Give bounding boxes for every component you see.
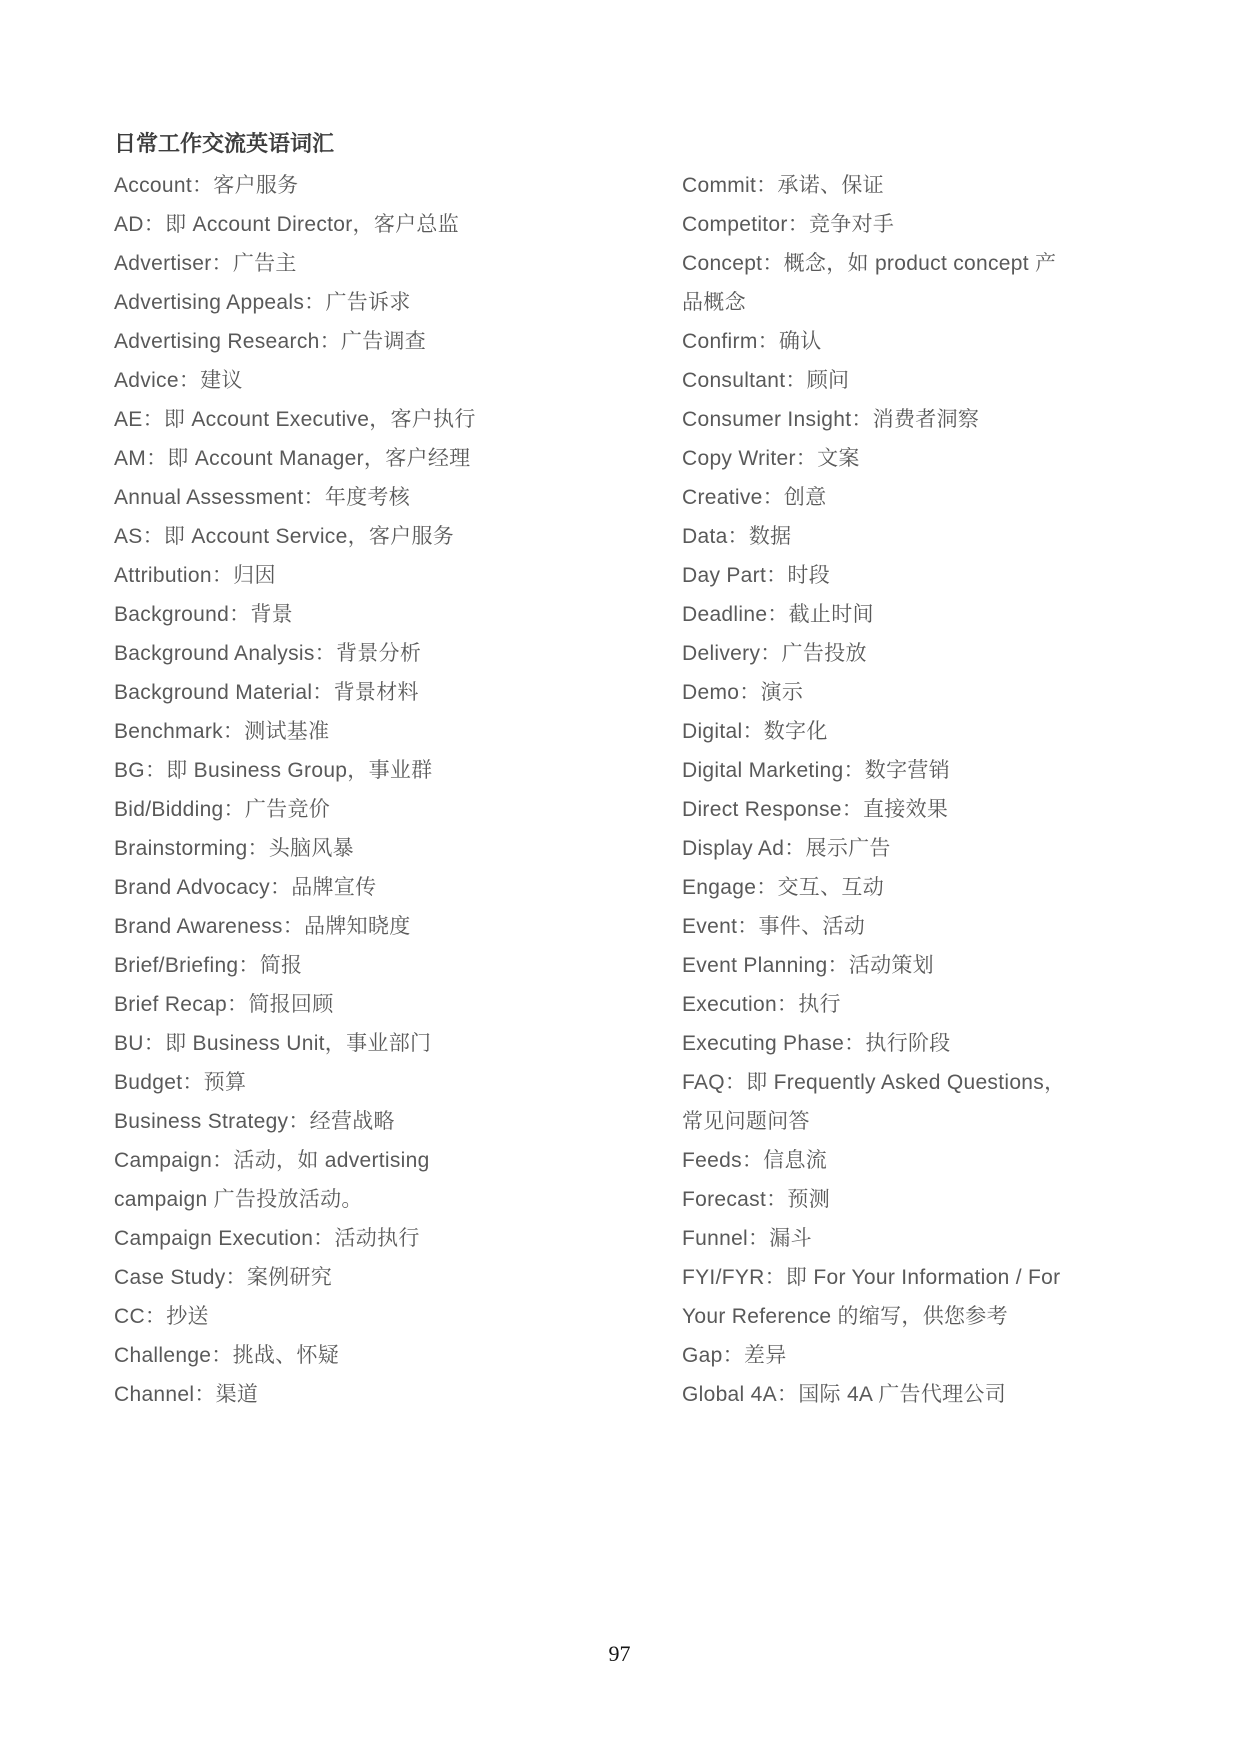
glossary-line: Display Ad：展示广告 bbox=[682, 837, 891, 860]
glossary-line: 常见问题问答 bbox=[682, 1110, 810, 1133]
glossary-line: Advertising Research：广告调查 bbox=[114, 330, 427, 353]
glossary-line: Bid/Bidding：广告竞价 bbox=[114, 798, 331, 821]
glossary-line: Brief/Briefing：简报 bbox=[114, 954, 303, 977]
glossary-line: Event：事件、活动 bbox=[682, 915, 865, 938]
page-content bbox=[114, 124, 1144, 1414]
glossary-line: Case Study：案例研究 bbox=[114, 1266, 333, 1289]
glossary-line: Business Strategy：经营战略 bbox=[114, 1110, 395, 1133]
glossary-line: Brief Recap：简报回顾 bbox=[114, 993, 334, 1016]
glossary-line: Budget：预算 bbox=[114, 1071, 247, 1094]
glossary-line: Demo：演示 bbox=[682, 681, 804, 704]
glossary-line: Background Material：背景材料 bbox=[114, 681, 419, 704]
glossary-line: campaign 广告投放活动。 bbox=[114, 1188, 363, 1211]
glossary-line: Advertiser：广告主 bbox=[114, 252, 297, 275]
glossary-column-right bbox=[682, 166, 1144, 1414]
glossary-line: BG：即 Business Group，事业群 bbox=[114, 759, 433, 782]
glossary-line: Funnel：漏斗 bbox=[682, 1227, 812, 1250]
glossary-line: AD：即 Account Director，客户总监 bbox=[114, 213, 460, 236]
glossary-line: AE：即 Account Executive，客户执行 bbox=[114, 408, 476, 431]
glossary-line: Advertising Appeals：广告诉求 bbox=[114, 291, 411, 314]
glossary-line: Your Reference 的缩写，供您参考 bbox=[682, 1305, 1008, 1328]
page-title: 日常工作交流英语词汇 bbox=[114, 131, 335, 156]
glossary-line: FAQ：即 Frequently Asked Questions， bbox=[682, 1071, 1066, 1094]
glossary-line: Concept：概念，如 product concept 产 bbox=[682, 252, 1057, 275]
glossary-line: Day Part：时段 bbox=[682, 564, 830, 587]
glossary-line: Brand Advocacy：品牌宣传 bbox=[114, 876, 377, 899]
glossary-line: CC：抄送 bbox=[114, 1305, 209, 1328]
glossary-line: Delivery：广告投放 bbox=[682, 642, 867, 665]
glossary-line: Annual Assessment：年度考核 bbox=[114, 486, 411, 509]
glossary-line: Benchmark：测试基准 bbox=[114, 720, 330, 743]
glossary-line: FYI/FYR：即 For Your Information / For bbox=[682, 1266, 1061, 1289]
glossary-line: Execution：执行 bbox=[682, 993, 841, 1016]
glossary-columns bbox=[114, 166, 1144, 1414]
glossary-line: Background Analysis：背景分析 bbox=[114, 642, 422, 665]
glossary-line: Digital：数字化 bbox=[682, 720, 828, 743]
glossary-line: BU：即 Business Unit，事业部门 bbox=[114, 1032, 432, 1055]
glossary-line: Direct Response：直接效果 bbox=[682, 798, 949, 821]
glossary-line: Attribution：归因 bbox=[114, 564, 276, 587]
glossary-column-left bbox=[114, 166, 584, 1414]
glossary-line: Copy Writer：文案 bbox=[682, 447, 860, 470]
glossary-line: Channel：渠道 bbox=[114, 1383, 259, 1406]
glossary-line: Competitor：竞争对手 bbox=[682, 213, 895, 236]
glossary-line: Engage：交互、互动 bbox=[682, 876, 885, 899]
glossary-line: Data：数据 bbox=[682, 525, 792, 548]
glossary-line: Background：背景 bbox=[114, 603, 293, 626]
glossary-line: Creative：创意 bbox=[682, 486, 827, 509]
glossary-line: Global 4A：国际 4A 广告代理公司 bbox=[682, 1383, 1007, 1406]
glossary-line: 品概念 bbox=[682, 291, 746, 314]
glossary-line: Digital Marketing：数字营销 bbox=[682, 759, 950, 782]
glossary-line: Consultant：顾问 bbox=[682, 369, 850, 392]
glossary-line: Consumer Insight：消费者洞察 bbox=[682, 408, 980, 431]
glossary-line: Forecast：预测 bbox=[682, 1188, 830, 1211]
page-number: 97 bbox=[608, 1641, 631, 1666]
glossary-line: Brand Awareness：品牌知晓度 bbox=[114, 915, 411, 938]
glossary-line: Challenge：挑战、怀疑 bbox=[114, 1344, 340, 1367]
glossary-line: AS：即 Account Service，客户服务 bbox=[114, 525, 455, 548]
glossary-line: Advice：建议 bbox=[114, 369, 243, 392]
glossary-line: Confirm：确认 bbox=[682, 330, 822, 353]
glossary-line: Account：客户服务 bbox=[114, 174, 299, 197]
glossary-line: Feeds：信息流 bbox=[682, 1149, 828, 1172]
glossary-line: AM：即 Account Manager，客户经理 bbox=[114, 447, 471, 470]
glossary-line: Gap：差异 bbox=[682, 1344, 787, 1367]
glossary-line: Executing Phase：执行阶段 bbox=[682, 1032, 951, 1055]
glossary-line: Event Planning：活动策划 bbox=[682, 954, 934, 977]
glossary-line: Campaign：活动，如 advertising bbox=[114, 1149, 430, 1172]
glossary-line: Commit：承诺、保证 bbox=[682, 174, 884, 197]
glossary-line: Brainstorming：头脑风暴 bbox=[114, 837, 354, 860]
glossary-line: Deadline：截止时间 bbox=[682, 603, 874, 626]
glossary-line: Campaign Execution：活动执行 bbox=[114, 1227, 420, 1250]
